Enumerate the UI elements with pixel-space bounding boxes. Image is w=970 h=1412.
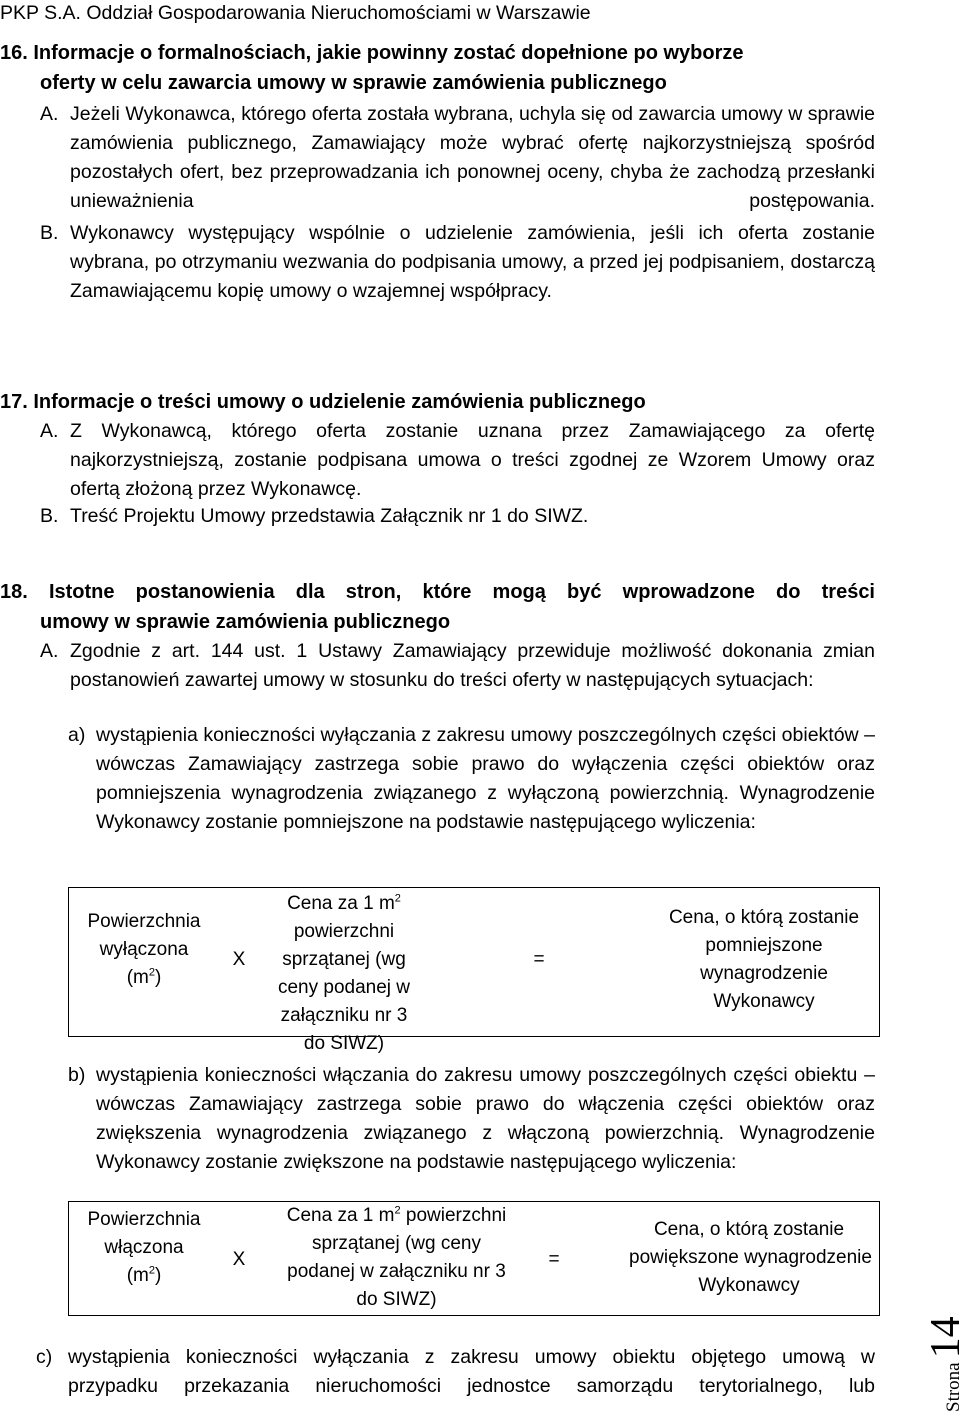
table-a-price-line3: ceny podanej w [277,977,411,998]
s16-a-text-content: Jeżeli Wykonawca, którego oferta została wybrana, uchyla się od zawarcia umowy w sprawie zamówienia publicznego, Zamawiający może wybrać ofertę najkorzystniejszą spośród pozostałych ofert, bez przeprowadzania ich ponownej oceny, chyba że zachodzą przesłanki unieważnienia postępowania. [70,103,875,212]
section-18-title-line2: umowy w sprawie zamówienia publicznego [40,611,451,633]
s16-a-label: A. [40,103,59,125]
s18-item-c-label: c) [36,1346,53,1368]
table-b-result-cell [629,1216,872,1300]
table-a-price-line4: załączniku nr 3 [280,1005,408,1026]
page-label: Strona [943,1362,964,1412]
table-b-area-unit: $(m^2)$ [126,1264,162,1286]
table-b-result-line3: Wykonawcy [698,1275,800,1296]
table-b-result-line2: powiększone wynagrodzenie [629,1247,872,1268]
table-a-area-line2: wyłączona [99,939,189,960]
s17-a-label: A. [40,420,59,442]
table-b-area-line2: włączona [104,1237,184,1258]
document-header: PKP S.A. Oddział Gospodarowania Nieruchomościami w Warszawie [0,2,591,24]
section-16-title-line1: 16. Informacje o formalnościach, jakie powinny zostać dopełnione po wyborze [0,42,744,64]
table-a-price-line5: do SIWZ) [303,1033,385,1054]
table-b-price-cell [264,1202,529,1314]
table-a-area-unit: $(m^2)$ [126,966,162,988]
table-b-price-line2: sprzątanej (wg ceny [312,1233,481,1254]
calc-table-increase [68,1201,880,1316]
calc-table-reduction [68,887,880,1054]
s18-item-c-text: wystąpienia konieczności wyłączania z zakresu umowy obiektu objętego umową w przypadku przekazania nieruchomości jednostce samorządu terytorialnego, lub [68,1346,875,1397]
s17-b-text: Treść Projektu Umowy przedstawia Załącznik nr 1 do SIWZ. [70,505,589,527]
table-b-price-line4: do SIWZ) [356,1289,437,1310]
table-b-area-cell [69,1206,219,1290]
s18-item-a-text: wystąpienia konieczności wyłączania z zakresu umowy poszczególnych części obiektów – wówczas Zamawiający zastrzega sobie prawo do wyłączenia części obiektów oraz pomniejszenia wynagrodzenia związanego z wyłączoną powierzchnią. Wynagrodzenie Wykonawcy zostanie pomniejszone na podstawie następującego wyliczenia: [96,724,875,833]
table-b-price-line3: podanej w załączniku nr 3 [287,1261,506,1282]
page-number: 14 [923,1316,969,1359]
table-b-price-line1: Cena za 1 $m^2$ powierzchni [286,1204,507,1226]
table-b-area-line1: Powierzchnia [87,1209,201,1230]
s17-a-text: Z Wykonawcą, którego oferta zostanie uznana przez Zamawiającego za ofertę najkorzystniejszą, zostanie podpisana umowa o treści zgodnej ze Wzorem Umowy oraz ofertą złożoną przez Wykonawcę. [70,420,875,500]
table-a-equals-sign: = [533,949,545,970]
section-18-title-line1: 18. Istotne postanowienia dla stron, które mogą być wprowadzone do treści [0,581,875,603]
section-16-title-line2: oferty w celu zawarcia umowy w sprawie zamówienia publicznego [40,72,667,94]
s16-b-label: B. [40,222,59,244]
table-a-price-cell [264,890,424,1058]
s16-b-text: Wykonawcy występujący wspólnie o udzielenie zamówienia, jeśli ich oferta zostanie wybrana, po otrzymaniu wezwania do podpisania umowy, a przed jej podpisaniem, dostarczą Zamawiającemu kopię umowy o wzajemnej współpracy. [70,222,875,302]
s17-b-label: B. [40,505,59,527]
s18-item-b-label: b) [68,1064,86,1086]
table-a-price-line1: Cena za 1 $m^2$ powierzchni [287,892,401,942]
table-a-result-line4: Wykonawcy [713,991,815,1012]
table-b-multiply-sign: X [232,1249,246,1270]
s16-a-text [70,100,875,216]
table-b-equals-sign: = [548,1249,560,1270]
section-17-title: 17. Informacje o treści umowy o udzielenie zamówienia publicznego [0,391,646,413]
s18-item-a-label: a) [68,724,86,746]
table-a-result-line3: wynagrodzenie [700,963,828,984]
table-a-price-line2: sprzątanej (wg [282,949,406,970]
page-footer [922,1282,969,1412]
table-a-area-line1: Powierzchnia [87,911,201,932]
table-a-result-line1: Cena, o którą zostanie [668,907,860,928]
s18-item-b-text: wystąpienia konieczności włączania do zakresu umowy poszczególnych części obiektu – wówczas Zamawiający zastrzega sobie prawo do włączenia części obiektów oraz zwiększenia wynagrodzenia związanego z włączoną powierzchnią. Wynagrodzenie Wykonawcy zostanie zwiększone na podstawie następującego wyliczenia: [96,1064,875,1173]
table-a-result-cell [659,904,869,1016]
s18-a-label: A. [40,640,59,662]
table-b-result-line1: Cena, o którą zostanie [653,1219,845,1240]
table-a-result-line2: pomniejszone [705,935,823,956]
table-a-area-cell [69,908,219,992]
table-a-multiply-sign: X [232,949,246,970]
s18-a-text: Zgodnie z art. 144 ust. 1 Ustawy Zamawiający przewiduje możliwość dokonania zmian postanowień zawartej umowy w stosunku do treści oferty w następujących sytuacjach: [70,640,875,691]
